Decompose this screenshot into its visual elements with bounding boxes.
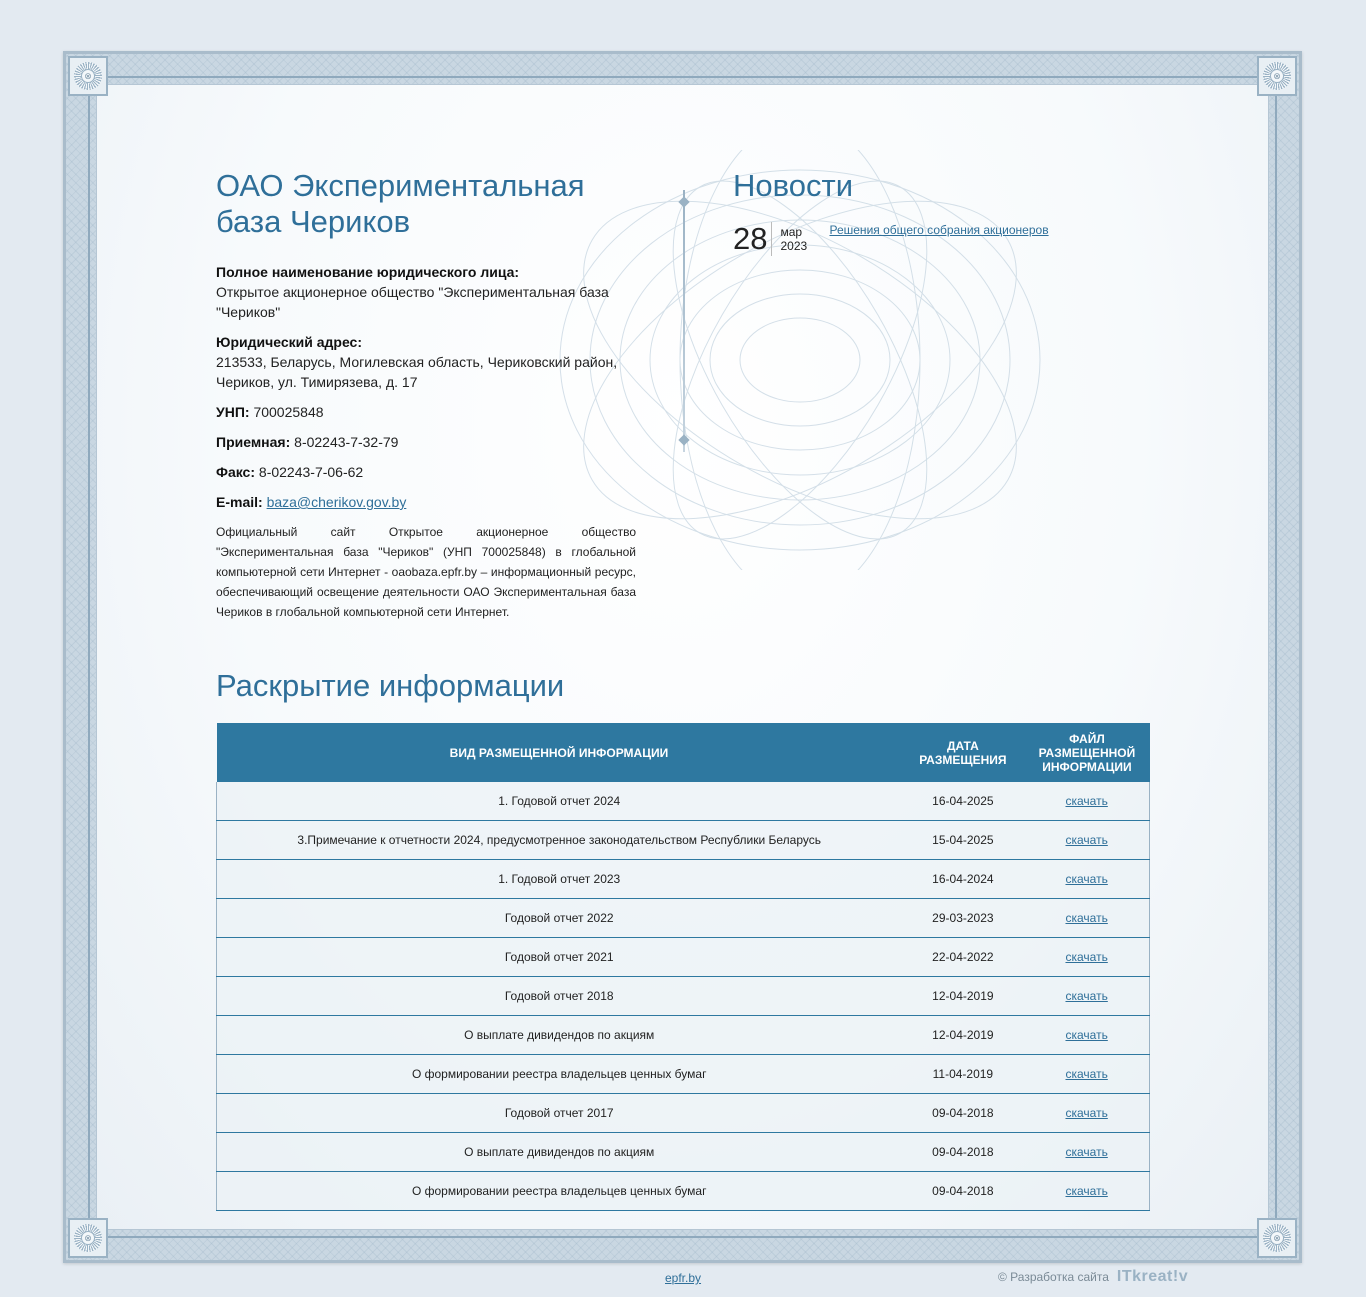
download-link[interactable]: скачать — [1065, 1028, 1108, 1042]
unp-value: 700025848 — [253, 404, 324, 420]
footer-credit — [998, 1268, 1188, 1286]
table-row — [217, 1094, 1150, 1133]
row-info-type: 3.Примечание к отчетности 2024, предусмотренное законодательством Республики Беларусь — [217, 821, 902, 860]
table-row — [217, 1016, 1150, 1055]
row-file-cell — [1024, 1133, 1149, 1172]
unp-label: УНП: — [216, 404, 250, 420]
download-link[interactable]: скачать — [1065, 1106, 1108, 1120]
news-date-meta — [772, 222, 820, 253]
news-year: 2023 — [780, 239, 808, 253]
news-section — [733, 168, 1153, 256]
row-date: 29-03-2023 — [901, 899, 1024, 938]
unp-row — [216, 402, 636, 422]
table-header-row — [217, 723, 1150, 782]
full-name-value: Открытое акционерное общество "Экспериментальная база "Чериков" — [216, 284, 609, 320]
address-label: Юридический адрес: — [216, 334, 362, 350]
news-link[interactable]: Решения общего собрания акционеров — [829, 223, 1049, 237]
email-link[interactable]: baza@cherikov.gov.by — [266, 494, 407, 510]
row-file-cell — [1024, 1172, 1149, 1211]
row-info-type: Годовой отчет 2021 — [217, 938, 902, 977]
row-file-cell — [1024, 860, 1149, 899]
corner-rosette-icon: ⊗ — [1257, 56, 1297, 96]
row-file-cell — [1024, 821, 1149, 860]
row-date: 16-04-2024 — [901, 860, 1024, 899]
table-row — [217, 821, 1150, 860]
column-header-file: ФАЙЛ РАЗМЕЩЕННОЙ ИНФОРМАЦИИ — [1024, 723, 1149, 782]
table-row — [217, 938, 1150, 977]
corner-rosette-icon: ⊗ — [68, 56, 108, 96]
row-date: 16-04-2025 — [901, 782, 1024, 821]
footer-site-link[interactable]: epfr.by — [665, 1271, 702, 1285]
fax-label: Факс: — [216, 464, 256, 480]
company-title: ОАО Экспериментальная база Чериков — [216, 168, 585, 239]
row-file-cell — [1024, 899, 1149, 938]
row-info-type: 1. Годовой отчет 2023 — [217, 860, 902, 899]
column-divider — [683, 190, 685, 452]
company-details — [216, 262, 636, 622]
row-info-type: О формировании реестра владельцев ценных бумаг — [217, 1172, 902, 1211]
disclosure-title: Раскрытие информации — [216, 668, 565, 703]
full-name-label: Полное наименование юридического лица: — [216, 264, 520, 280]
row-date: 22-04-2022 — [901, 938, 1024, 977]
news-day: 28 — [733, 222, 772, 256]
disclosure-table — [216, 723, 1150, 1211]
download-link[interactable]: скачать — [1065, 1145, 1108, 1159]
table-row — [217, 977, 1150, 1016]
table-row — [217, 782, 1150, 821]
row-date: 12-04-2019 — [901, 977, 1024, 1016]
column-header-date: ДАТА РАЗМЕЩЕНИЯ — [901, 723, 1024, 782]
table-row — [217, 860, 1150, 899]
email-row — [216, 492, 636, 512]
row-file-cell — [1024, 1016, 1149, 1055]
row-date: 11-04-2019 — [901, 1055, 1024, 1094]
row-info-type: Годовой отчет 2018 — [217, 977, 902, 1016]
download-link[interactable]: скачать — [1065, 833, 1108, 847]
row-file-cell — [1024, 1094, 1149, 1133]
download-link[interactable]: скачать — [1065, 872, 1108, 886]
download-link[interactable]: скачать — [1065, 989, 1108, 1003]
row-file-cell — [1024, 977, 1149, 1016]
row-info-type: О выплате дивидендов по акциям — [217, 1016, 902, 1055]
footer-credit-text: © Разработка сайта — [998, 1270, 1109, 1284]
download-link[interactable]: скачать — [1065, 1067, 1108, 1081]
download-link[interactable]: скачать — [1065, 911, 1108, 925]
fax-value: 8-02243-7-06-62 — [258, 464, 364, 480]
corner-rosette-icon: ⊗ — [68, 1218, 108, 1258]
reception-label: Приемная: — [216, 434, 291, 450]
news-month: мар — [780, 225, 803, 239]
company-info — [216, 168, 636, 622]
table-row — [217, 1055, 1150, 1094]
row-info-type: Годовой отчет 2017 — [217, 1094, 902, 1133]
address-value: 213533, Беларусь, Могилевская область, Чериковский район, Чериков, ул. Тимирязева, д. 17 — [216, 354, 618, 390]
download-link[interactable]: скачать — [1065, 1184, 1108, 1198]
row-date: 09-04-2018 — [901, 1094, 1024, 1133]
reception-value: 8-02243-7-32-79 — [294, 434, 399, 450]
row-info-type: О выплате дивидендов по акциям — [217, 1133, 902, 1172]
site-description: Официальный сайт Открытое акционерное общество "Экспериментальная база "Чериков" (УНП 700025848) в глобальной компьютерной сети Интернет - oaobaza.epfr.by – информационный ресурс, обеспечивающий освещение деятельности ОАО Экспериментальная база Чериков в глобальной компьютерной сети Интернет. — [216, 525, 636, 619]
row-info-type: О формировании реестра владельцев ценных бумаг — [217, 1055, 902, 1094]
row-date: 09-04-2018 — [901, 1172, 1024, 1211]
full-name-row — [216, 262, 636, 322]
corner-rosette-icon: ⊗ — [1257, 1218, 1297, 1258]
email-label: E-mail: — [216, 494, 263, 510]
developer-logo[interactable]: ITkreat!v — [1116, 1268, 1189, 1285]
row-file-cell — [1024, 782, 1149, 821]
row-info-type: Годовой отчет 2022 — [217, 899, 902, 938]
reception-row — [216, 432, 636, 452]
row-date: 12-04-2019 — [901, 1016, 1024, 1055]
address-row — [216, 332, 636, 392]
table-row — [217, 1172, 1150, 1211]
table-row — [217, 1133, 1150, 1172]
row-date: 15-04-2025 — [901, 821, 1024, 860]
column-header-type: ВИД РАЗМЕЩЕННОЙ ИНФОРМАЦИИ — [217, 723, 902, 782]
row-date: 09-04-2018 — [901, 1133, 1024, 1172]
download-link[interactable]: скачать — [1065, 794, 1108, 808]
news-title: Новости — [733, 168, 854, 203]
row-file-cell — [1024, 938, 1149, 977]
news-item — [733, 222, 1153, 256]
fax-row — [216, 462, 636, 482]
table-row — [217, 899, 1150, 938]
row-info-type: 1. Годовой отчет 2024 — [217, 782, 902, 821]
row-file-cell — [1024, 1055, 1149, 1094]
download-link[interactable]: скачать — [1065, 950, 1108, 964]
